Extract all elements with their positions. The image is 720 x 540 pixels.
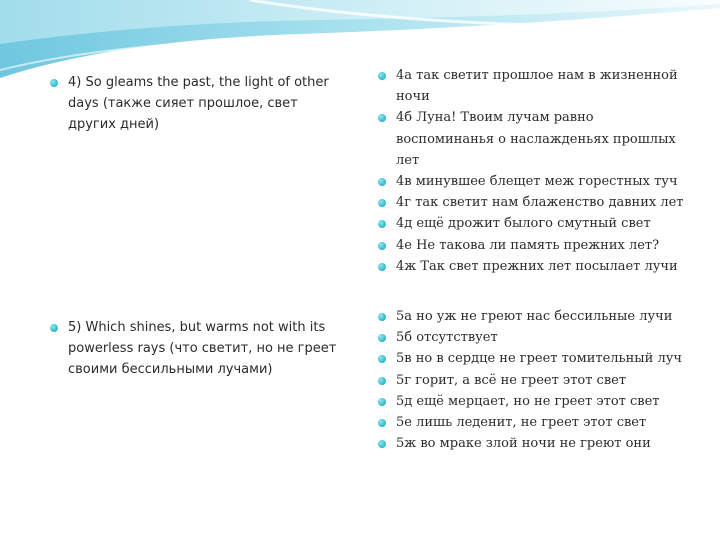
list-item-text: 5а но уж не греют нас бессильные лучи xyxy=(396,309,673,324)
circle-bullet-icon xyxy=(50,324,58,332)
list-item xyxy=(378,327,688,348)
list-item xyxy=(378,433,688,454)
list-item-text: 4д ещё дрожит былого смутный свет xyxy=(396,216,651,232)
right-column-translations-5 xyxy=(378,306,688,454)
circle-bullet-icon xyxy=(378,355,386,363)
left-column-item-4 xyxy=(50,72,340,135)
list-item xyxy=(378,306,688,327)
list-item-text: 4г так светит нам блаженство давних лет xyxy=(396,195,684,211)
list-item-text: 5в но в сердце не греет томительный луч xyxy=(396,351,682,367)
list-item-text: 5) Which shines, but warms not with its powerless rays (что светит, но не греет своими бессильными лучами) xyxy=(68,320,337,377)
list-item-text: 5г горит, а всё не греет этот свет xyxy=(396,372,627,388)
circle-bullet-icon xyxy=(378,334,386,342)
list-item xyxy=(378,65,688,107)
circle-bullet-icon xyxy=(378,199,386,207)
circle-bullet-icon xyxy=(378,242,386,250)
circle-bullet-icon xyxy=(378,398,386,406)
list-item xyxy=(50,317,340,380)
circle-bullet-icon xyxy=(378,377,386,385)
list-item xyxy=(378,192,688,213)
left-column-item-5 xyxy=(50,317,340,380)
list-item-text: 4а так светит прошлое нам в жизненной ночи xyxy=(396,68,678,105)
list-item-text: 4е Не такова ли память прежних лет? xyxy=(396,237,660,253)
list-item xyxy=(378,107,688,171)
circle-bullet-icon xyxy=(378,114,386,122)
list-item xyxy=(378,256,688,277)
circle-bullet-icon xyxy=(378,419,386,427)
list-item xyxy=(378,348,688,369)
list-item-text: 4в минувшее блещет меж горестных туч xyxy=(396,174,678,190)
list-item xyxy=(378,391,688,412)
list-item-text: 4) So gleams the past, the light of other days (также сияет прошлое, свет других дней) xyxy=(68,75,329,132)
list-item-text: 4ж Так свет прежних лет посылает лучи xyxy=(396,258,678,274)
list-item xyxy=(378,171,688,192)
list-item-text: 4б Луна! Твоим лучам равно воспоминанья о наслажденьях прошлых лет xyxy=(396,110,676,168)
list-item xyxy=(378,412,688,433)
list-item-text: 5е лишь леденит, не греет этот свет xyxy=(396,415,647,431)
list-item-text: 5ж во мраке злой ночи не греют они xyxy=(396,436,651,452)
list-item xyxy=(378,235,688,256)
circle-bullet-icon xyxy=(378,263,386,271)
list-item-text: 5б отсутствует xyxy=(396,330,498,346)
circle-bullet-icon xyxy=(378,220,386,228)
right-column-translations-4 xyxy=(378,65,688,277)
list-item-text: 5д ещё мерцает, но не греет этот свет xyxy=(396,393,660,409)
list-item xyxy=(378,213,688,234)
circle-bullet-icon xyxy=(50,79,58,87)
circle-bullet-icon xyxy=(378,313,386,321)
list-item xyxy=(50,72,340,135)
circle-bullet-icon xyxy=(378,72,386,80)
circle-bullet-icon xyxy=(378,440,386,448)
circle-bullet-icon xyxy=(378,178,386,186)
list-item xyxy=(378,370,688,391)
